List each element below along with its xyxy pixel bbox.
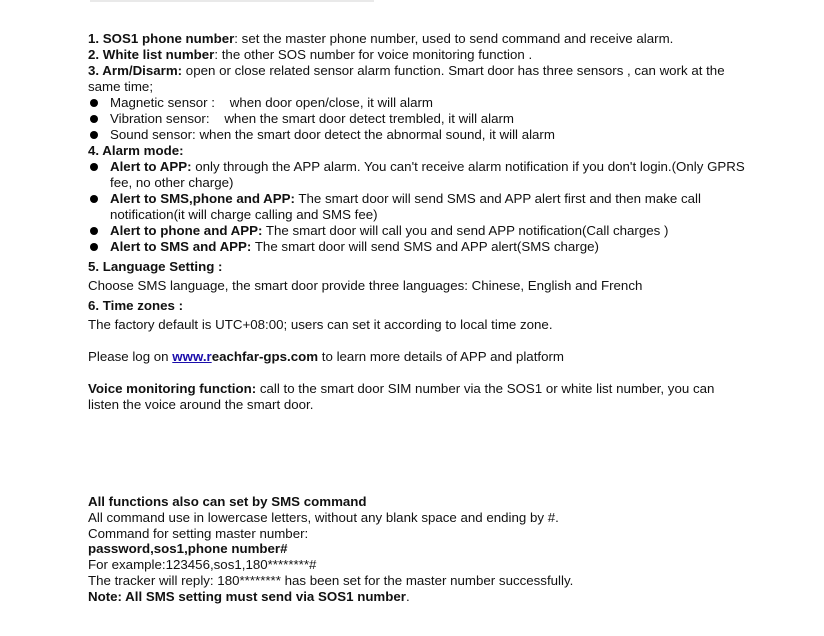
alarm-mode-label: Alert to SMS,phone and APP: bbox=[110, 191, 295, 206]
sms-note-text: Note: All SMS setting must send via SOS1 number bbox=[88, 588, 406, 604]
voice-monitoring-paragraph bbox=[88, 381, 748, 413]
sensor-item bbox=[88, 95, 748, 111]
sms-section-title: All functions also can set by SMS command bbox=[88, 494, 367, 509]
sms-example: For example:123456,sos1,180********# bbox=[88, 557, 317, 573]
arm-disarm-title: 3. Arm/Disarm: bbox=[88, 63, 183, 78]
alarm-mode-title: 4. Alarm mode: bbox=[88, 143, 184, 158]
login-suffix: to learn more details of APP and platform bbox=[318, 349, 564, 364]
website-link-rest[interactable]: eachfar-gps.com bbox=[211, 349, 319, 364]
sensor-item bbox=[88, 127, 748, 143]
sos1-item bbox=[88, 31, 748, 47]
sensor-text: Magnetic sensor : when door open/close, it will alarm bbox=[110, 95, 433, 110]
arm-disarm-text: open or close related sensor alarm function. Smart door has three sensors , can work at the same time; bbox=[88, 63, 725, 94]
bullet-icon bbox=[90, 115, 98, 123]
alarm-mode-item bbox=[88, 223, 748, 239]
white-list-text: : the other SOS number for voice monitoring function . bbox=[214, 47, 533, 62]
voice-monitoring-text: call to the smart door SIM number via the SOS1 or white list number, you can listen the voice around the smart door. bbox=[88, 381, 715, 412]
voice-monitoring-title: Voice monitoring function: bbox=[88, 381, 257, 396]
sms-reply-text: The tracker will reply: 180******** has been set for the master number successfully. bbox=[88, 572, 574, 588]
arm-disarm-item bbox=[88, 63, 748, 95]
white-list-title: 2. White list number bbox=[88, 47, 215, 62]
language-heading bbox=[88, 259, 748, 275]
alarm-mode-item bbox=[88, 159, 748, 191]
login-paragraph bbox=[88, 349, 748, 365]
sensor-text: Vibration sensor: when the smart door detect trembled, it will alarm bbox=[110, 111, 515, 126]
sms-command-section bbox=[88, 494, 748, 605]
time-zone-title: 6. Time zones : bbox=[88, 298, 184, 313]
alarm-mode-text: The smart door will send SMS and APP alert(SMS charge) bbox=[251, 239, 599, 254]
sensor-item bbox=[88, 111, 748, 127]
sensor-text: Sound sensor: when the smart door detect the abnormal sound, it will alarm bbox=[110, 127, 555, 142]
sos1-text: : set the master phone number, used to send command and receive alarm. bbox=[234, 31, 674, 46]
alarm-mode-text: only through the APP alarm. You can't receive alarm notification if you don't login.(Only GPRS fee, no other charge) bbox=[110, 159, 745, 190]
sms-rule-text: All command use in lowercase letters, without any blank space and ending by #. bbox=[88, 509, 559, 525]
bullet-icon bbox=[90, 227, 98, 235]
bullet-icon bbox=[90, 195, 98, 203]
alarm-mode-label: Alert to phone and APP: bbox=[110, 223, 263, 238]
website-link[interactable]: www.r bbox=[172, 349, 212, 364]
time-zone-heading bbox=[88, 298, 748, 314]
alarm-mode-text: The smart door will send SMS and APP alert first and then make call notification(it will charge calling and SMS fee) bbox=[110, 191, 701, 222]
time-zone-text: The factory default is UTC+08:00; users can set it according to local time zone. bbox=[88, 317, 553, 332]
alarm-mode-item bbox=[88, 239, 748, 255]
sms-command-format: password,sos1,phone number# bbox=[88, 541, 288, 557]
language-title: 5. Language Setting : bbox=[88, 259, 223, 274]
top-divider bbox=[90, 0, 374, 2]
sms-note-end: . bbox=[405, 588, 410, 604]
language-text: Choose SMS language, the smart door provide three languages: Chinese, English and French bbox=[88, 278, 643, 293]
bullet-icon bbox=[90, 131, 98, 139]
alarm-mode-label: Alert to APP: bbox=[110, 159, 192, 174]
bullet-icon bbox=[90, 99, 98, 107]
instructions-document bbox=[88, 31, 748, 413]
sms-note bbox=[88, 589, 748, 605]
white-list-item bbox=[88, 47, 748, 63]
bullet-icon bbox=[90, 243, 98, 251]
sos1-title: 1. SOS1 phone number bbox=[88, 31, 235, 46]
alarm-mode-text: The smart door will call you and send APP notification(Call charges ) bbox=[262, 223, 669, 238]
login-prefix: Please log on bbox=[88, 349, 173, 364]
alarm-mode-item bbox=[88, 191, 748, 223]
alarm-mode-heading bbox=[88, 143, 748, 159]
bullet-icon bbox=[90, 163, 98, 171]
alarm-mode-label: Alert to SMS and APP: bbox=[110, 239, 252, 254]
sms-command-intro: Command for setting master number: bbox=[88, 525, 309, 541]
